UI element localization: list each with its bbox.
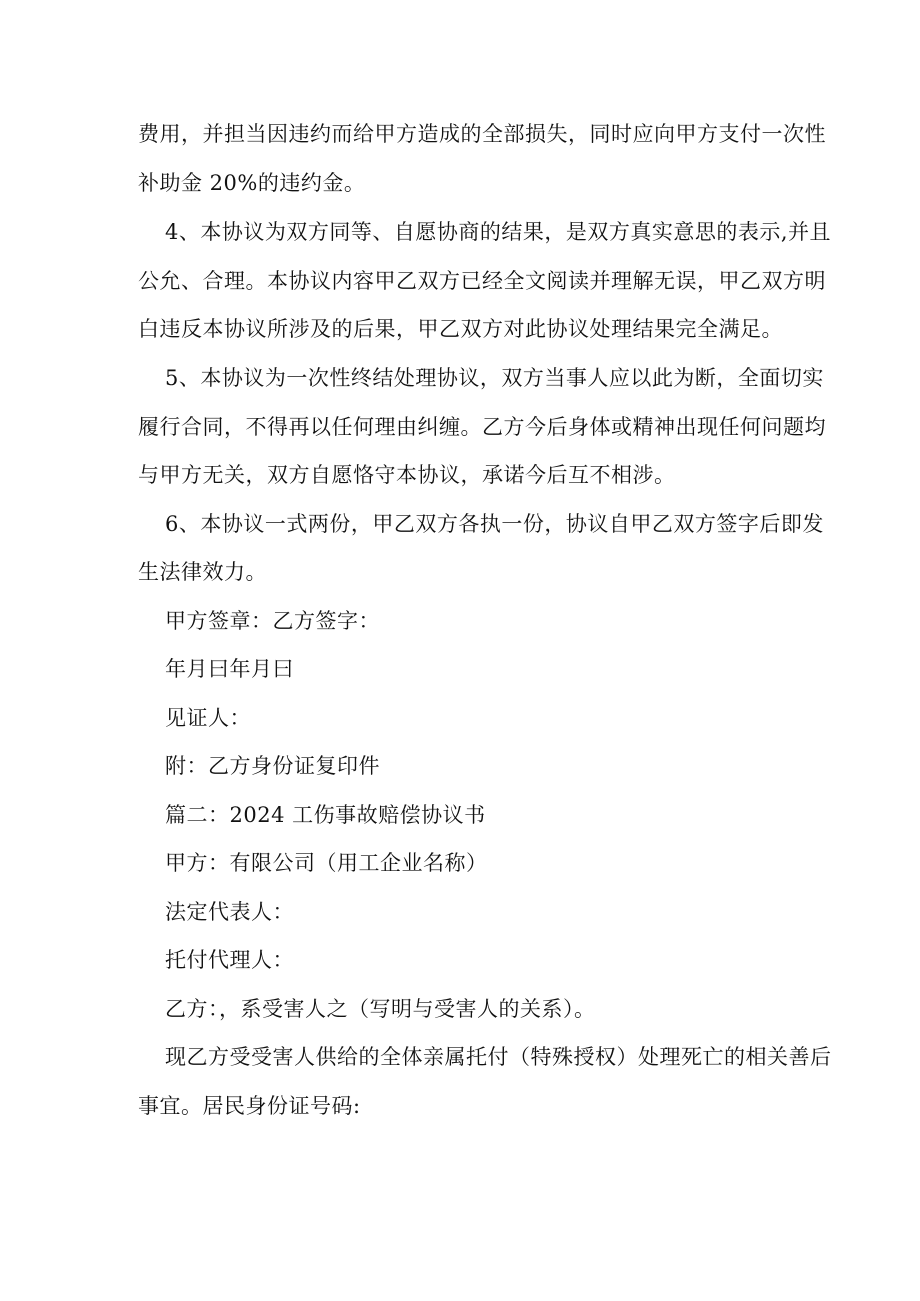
text-line-1: 费用，并担当因违约而给甲方造成的全部损失，同时应向甲方支付一次性 — [138, 122, 826, 146]
authorization-line-1: 现乙方受受害人供给的全体亲属托付（特殊授权）处理死亡的相关善后 — [165, 1045, 832, 1069]
signature-line: 甲方签章：乙方签字： — [165, 609, 380, 633]
section-title: 篇二：2024 工伤事故赔偿协议书 — [165, 803, 486, 827]
clause-6-line-1: 6、本协议一式两份，甲乙双方各执一份，协议自甲乙双方签字后即发 — [165, 512, 824, 536]
attachment-line: 附：乙方身份证复印件 — [165, 754, 380, 778]
date-line: 年月曰年月曰 — [165, 657, 294, 681]
clause-5-line-1: 5、本协议为一次性终结处理协议，双方当事人应以此为断，全面切实 — [165, 366, 824, 390]
clause-4-line-3: 白违反本协议所涉及的后果，甲乙双方对此协议处理结果完全满足。 — [138, 317, 783, 341]
witness-line: 见证人： — [165, 706, 251, 730]
clause-5-line-3: 与甲方无关，双方自愿恪守本协议，承诺今后互不相涉。 — [138, 463, 676, 487]
clause-4-line-2: 公允、合理。本协议内容甲乙双方已经全文阅读并理解无误，甲乙双方明 — [138, 269, 826, 293]
clause-6-line-2: 生法律效力。 — [138, 560, 267, 584]
party-b-line: 乙方：，系受害人之（写明与受害人的关系）。 — [165, 997, 596, 1021]
clause-5-line-2: 履行合同，不得再以任何理由纠缠。乙方今后身体或精神出现任何问题均 — [138, 415, 826, 439]
agent-line: 托付代理人： — [165, 948, 294, 972]
text-line-2: 补助金 20%的违约金。 — [138, 171, 366, 195]
party-a-line: 甲方：有限公司（用工企业名称） — [165, 851, 488, 875]
clause-4-line-1: 4、本协议为双方同等、自愿协商的结果，是双方真实意思的表示,并且 — [165, 220, 832, 244]
legal-representative-line: 法定代表人： — [165, 900, 294, 924]
authorization-line-2: 事宜。居民身份证号码: — [138, 1094, 361, 1118]
